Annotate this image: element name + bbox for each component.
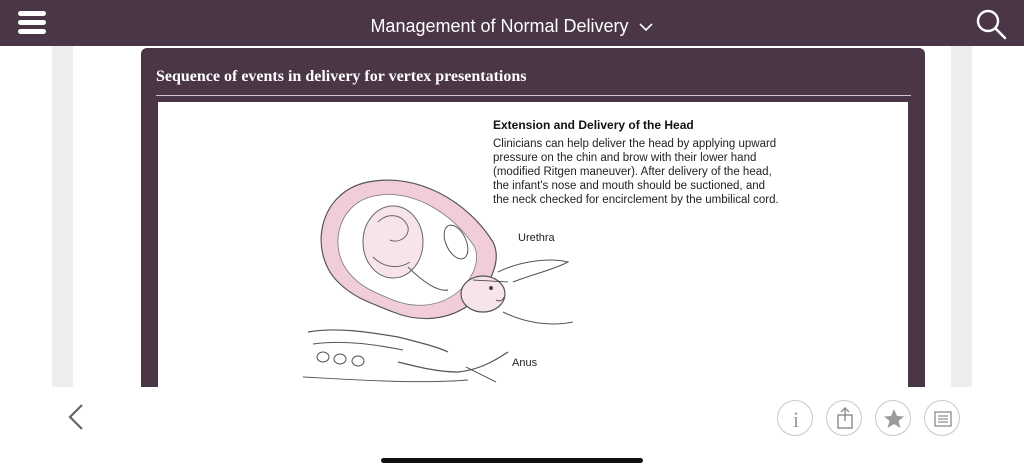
figure-image[interactable]: [158, 102, 908, 387]
star-icon[interactable]: [875, 400, 911, 436]
figure-card-title: Sequence of events in delivery for vertex presentations: [156, 68, 527, 85]
chapter-title-dropdown[interactable]: [370, 0, 653, 52]
delivery-illustration: [298, 162, 628, 387]
share-icon[interactable]: [826, 400, 862, 436]
chevron-left-icon[interactable]: [60, 401, 92, 433]
page: [73, 46, 951, 387]
home-indicator[interactable]: [381, 458, 643, 463]
content-area[interactable]: [52, 46, 972, 387]
urethra-label: Urethra: [518, 232, 555, 244]
chevron-down-icon: [638, 21, 654, 33]
figure-heading: Extension and Delivery of the Head: [493, 118, 694, 132]
top-bar: [0, 0, 1024, 46]
figure-card: [141, 48, 925, 387]
anus-label: Anus: [512, 357, 538, 369]
info-icon[interactable]: [777, 400, 813, 436]
list-icon[interactable]: [924, 400, 960, 436]
svg-text:i: i: [792, 407, 800, 432]
divider: [156, 95, 911, 96]
search-icon[interactable]: [973, 6, 1009, 42]
page-title: Management of Normal Delivery: [370, 16, 629, 36]
figure-caption: Clinicians can help deliver the head by applying upward pressure on the chin and brow with their lower hand (modified Ritgen maneuver). After delivery of the head, the infant's nose and mouth should be suctioned, and the neck checked for encirclement by the umbilical cord.: [493, 138, 779, 206]
hamburger-menu-icon[interactable]: [16, 8, 48, 38]
